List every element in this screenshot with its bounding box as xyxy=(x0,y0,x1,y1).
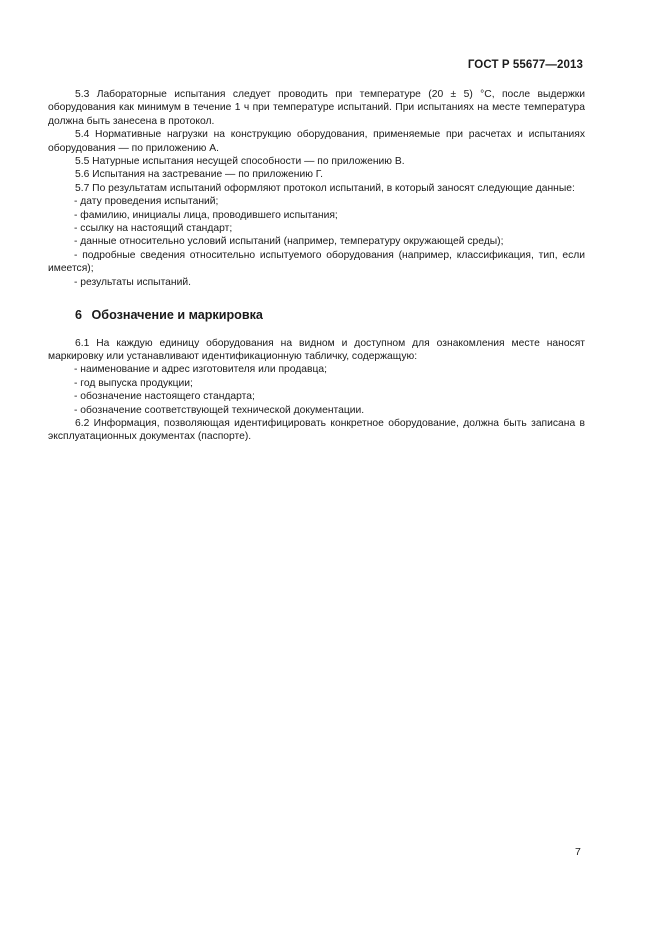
list-item: - обозначение настоящего стандарта; xyxy=(74,391,255,403)
list-item: - результаты испытаний. xyxy=(74,276,191,288)
paragraph-5-6: 5.6 Испытания на застревание — по приложению Г. xyxy=(75,169,323,181)
paragraph-6-2: 6.2 Информация, позволяющая идентифицировать конкретное оборудование, должна быть записана в эксплуатационных документах (паспорте). xyxy=(48,417,585,443)
paragraph-5-4: 5.4 Нормативные нагрузки на конструкцию оборудования, применяемые при расчетах и испытаниях оборудования — по приложению А. xyxy=(48,129,585,154)
section-title: Обозначение и маркировка xyxy=(91,308,263,323)
list-item: - данные относительно условий испытаний (например, температуру окружающей среды); xyxy=(74,236,504,248)
list-item: - год выпуска продукции; xyxy=(74,377,193,389)
list-item: - дату проведения испытаний; xyxy=(74,196,219,208)
paragraph-5-7: 5.7 По результатам испытаний оформляют протокол испытаний, в который заносят следующие данные: xyxy=(75,182,575,194)
list-item: - наименование и адрес изготовителя или продавца; xyxy=(74,364,327,376)
section-number: 6 xyxy=(75,308,83,323)
page-body xyxy=(48,88,585,444)
document-id-header: ГОСТ Р 55677—2013 xyxy=(467,59,583,71)
paragraph-5-3: 5.3 Лабораторные испытания следует проводить при температуре (20 ± 5) °С, после выдержки оборудования как минимум в течение 1 ч при температуре испытаний. При испытаниях на месте температура должна быть занесена в протокол. xyxy=(48,89,585,127)
list-item: - обозначение соответствующей технической документации. xyxy=(74,404,365,416)
list-item: - подробные сведения относительно испытуемого оборудования (например, классификация, тип, если имеется); xyxy=(48,249,585,275)
section-6-heading xyxy=(75,309,585,322)
list-item: - ссылку на настоящий стандарт; xyxy=(74,223,233,235)
paragraph-5-5: 5.5 Натурные испытания несущей способности — по приложению В. xyxy=(75,156,405,168)
page-number: 7 xyxy=(575,846,581,858)
list-item: - фамилию, инициалы лица, проводившего испытания; xyxy=(74,209,338,221)
paragraph-6-1: 6.1 На каждую единицу оборудования на видном и доступном для ознакомления месте наносят маркировку или устанавливают идентификационную табличку, содержащую: xyxy=(48,337,585,362)
